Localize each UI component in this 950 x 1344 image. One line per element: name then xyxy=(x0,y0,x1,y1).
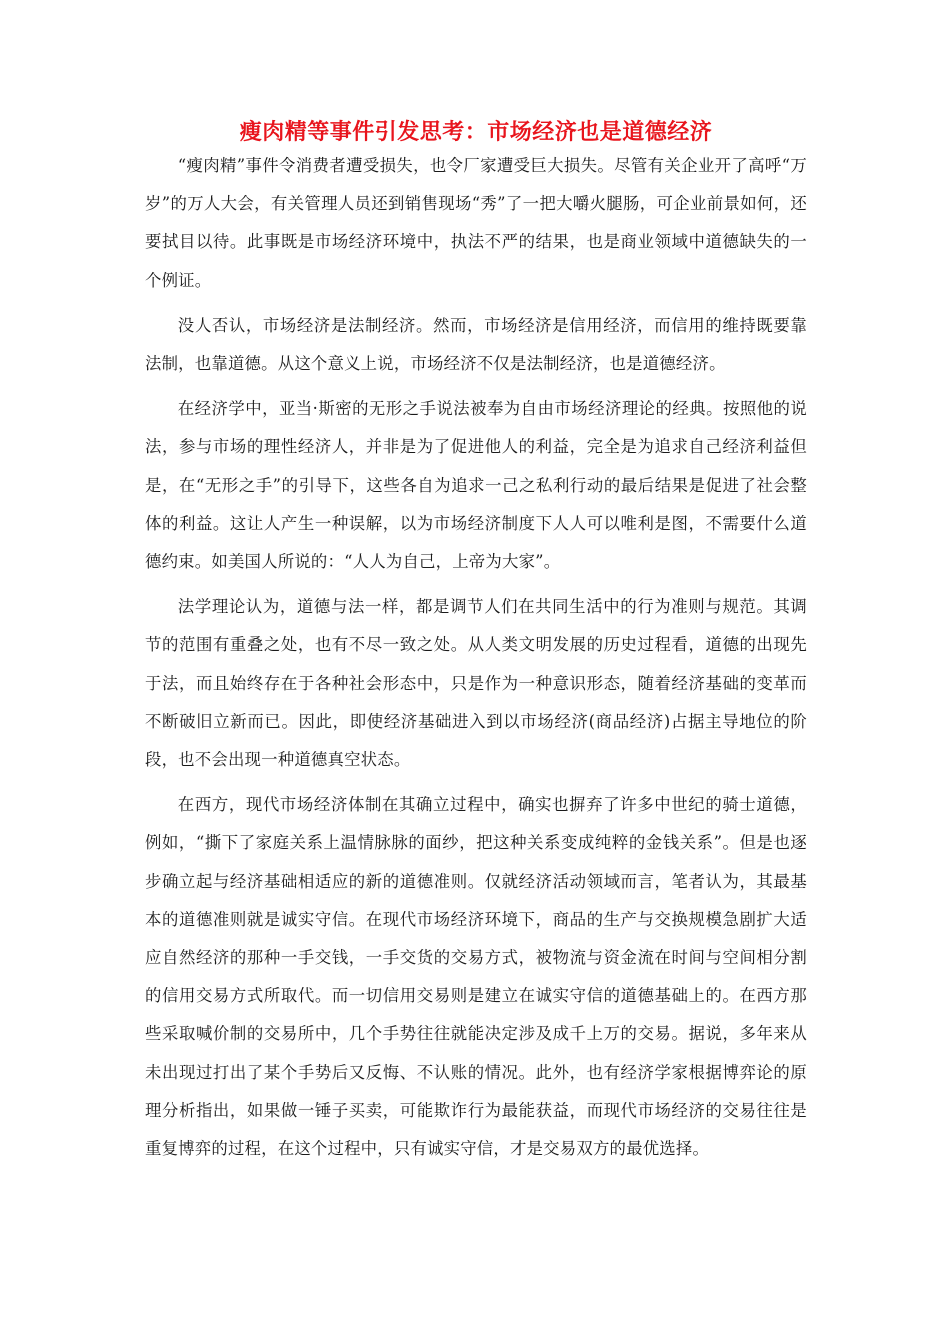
paragraph-3: 在经济学中，亚当·斯密的无形之手说法被奉为自由市场经济理论的经典。按照他的说法，参与市场的理性经济人，并非是为了促进他人的利益，完全是为追求自己经济利益但是，在“无形之手”的引导下，这些各自为追求一己之私利行动的最后结果是促进了社会整体的利益。这让人产生一种误解，以为市场经济制度下人人可以唯利是图，不需要什么道德约束。如美国人所说的：“人人为自己，上帝为大家”。 xyxy=(145,399,807,572)
document-title: 瘦肉精等事件引发思考：市场经济也是道德经济 xyxy=(239,120,713,145)
paragraph-5: 在西方，现代市场经济体制在其确立过程中，确实也摒弃了许多中世纪的骑士道德，例如，“撕下了家庭关系上温情脉脉的面纱，把这种关系变成纯粹的金钱关系”。但是也逐步确立起与经济基础相适应的新的道德准则。仅就经济活动领域而言，笔者认为，其最基本的道德准则就是诚实守信。在现代市场经济环境下，商品的生产与交换规模急剧扩大适应自然经济的那种一手交钱，一手交货的交易方式，被物流与资金流在时间与空间相分割的信用交易方式所取代。而一切信用交易则是建立在诚实守信的道德基础上的。在西方那些采取喊价制的交易所中，几个手势往往就能决定涉及成千上万的交易。据说，多年来从未出现过打出了某个手势后又反悔、不认账的情况。此外，也有经济学家根据博弈论的原理分析指出，如果做一锤子买卖，可能欺诈行为最能获益，而现代市场经济的交易往往是重复博弈的过程，在这个过程中，只有诚实守信，才是交易双方的最优选择。 xyxy=(145,795,807,1159)
paragraph-2: 没人否认，市场经济是法制经济。然而，市场经济是信用经济，而信用的维持既要靠法制，也靠道德。从这个意义上说，市场经济不仅是法制经济，也是道德经济。 xyxy=(145,315,807,374)
document-page xyxy=(145,118,807,1168)
paragraph-1: “瘦肉精”事件令消费者遭受损失，也令厂家遭受巨大损失。尽管有关企业开了高呼“万岁”的万人大会，有关管理人员还到销售现场“秀”了一把大嚼火腿肠，可企业前景如何，还要拭目以待。此事既是市场经济环境中，执法不严的结果，也是商业领域中道德缺失的一个例证。 xyxy=(145,156,807,290)
paragraph-4: 法学理论认为，道德与法一样，都是调节人们在共同生活中的行为准则与规范。其调节的范围有重叠之处，也有不尽一致之处。从人类文明发展的历史过程看，道德的出现先于法，而且始终存在于各种社会形态中，只是作为一种意识形态，随着经济基础的变革而不断破旧立新而已。因此，即使经济基础进入到以市场经济(商品经济)占据主导地位的阶段，也不会出现一种道德真空状态。 xyxy=(145,597,807,770)
